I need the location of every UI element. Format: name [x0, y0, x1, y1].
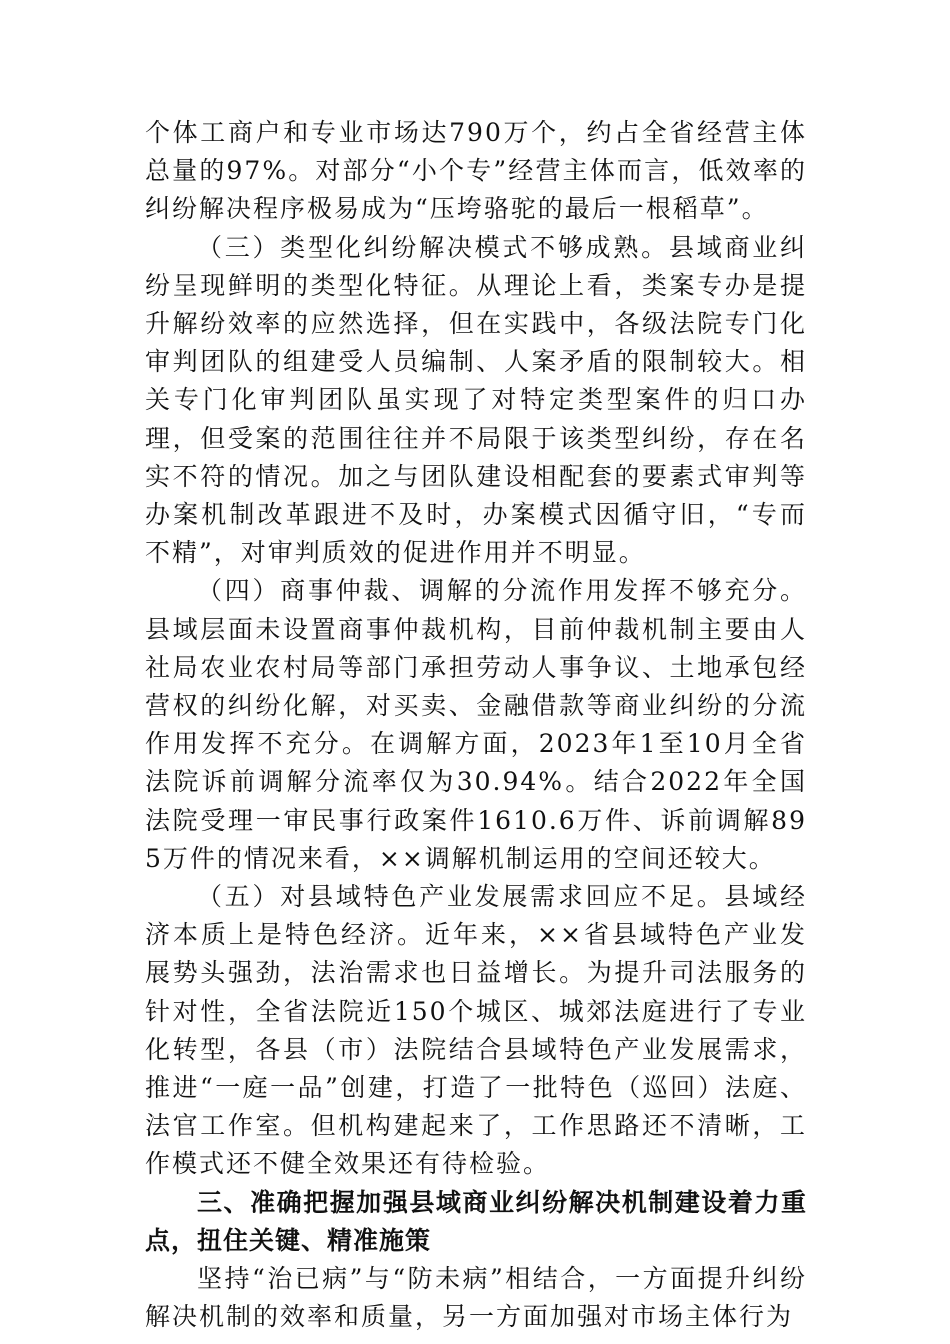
paragraph-section-three-intro: 坚持“治已病”与“防未病”相结合，一方面提升纠纷解决机制的效率和质量，另一方面加强对市场主体行为 — [145, 1264, 807, 1332]
section-heading-three: 三、准确把握加强县域商业纠纷解决机制建设着力重点，扭住关键、精准施策 — [145, 1187, 807, 1255]
paragraph-section-five: （五）对县域特色产业发展需求回应不足。县域经济本质上是特色经济。近年来，××省县域特色产业发展势头强劲，法治需求也日益增长。为提升司法服务的针对性，全省法院近150个城区、城郊法庭进行了专业化转型，各县（市）法院结合县域特色产业发展需求，推进“一庭一品”创建，打造了一批特色（巡回）法庭、法官工作室。但机构建起来了，工作思路还不清晰，工作模式还不健全效果还有待检验。 — [145, 882, 807, 1179]
paragraph-section-four: （四）商事仲裁、调解的分流作用发挥不够充分。县域层面未设置商事仲裁机构，目前仲裁机制主要由人社局农业农村局等部门承担劳动人事争议、土地承包经营权的纠纷化解，对买卖、金融借款等商业纠纷的分流作用发挥不充分。在调解方面，2023年1至10月全省法院诉前调解分流率仅为30.94%。结合2022年全国法院受理一审民事行政案件1610.6万件、诉前调解895万件的情况来看，××调解机制运用的空间还较大。 — [145, 576, 807, 873]
paragraph-continuation: 个体工商户和专业市场达790万个，约占全省经营主体总量的97%。对部分“小个专”经营主体而言，低效率的纠纷解决程序极易成为“压垮骆驼的最后一根稻草”。 — [145, 118, 807, 224]
paragraph-section-three: （三）类型化纠纷解决模式不够成熟。县域商业纠纷呈现鲜明的类型化特征。从理论上看，类案专办是提升解纷效率的应然选择，但在实践中，各级法院专门化审判团队的组建受人员编制、人案矛盾的限制较大。相关专门化审判团队虽实现了对特定类型案件的归口办理，但受案的范围往往并不局限于该类型纠纷，存在名实不符的情况。加之与团队建设相配套的要素式审判等办案机制改革跟进不及时，办案模式因循守旧，“专而不精”，对审判质效的促进作用并不明显。 — [145, 232, 807, 568]
document-page — [145, 114, 807, 1337]
